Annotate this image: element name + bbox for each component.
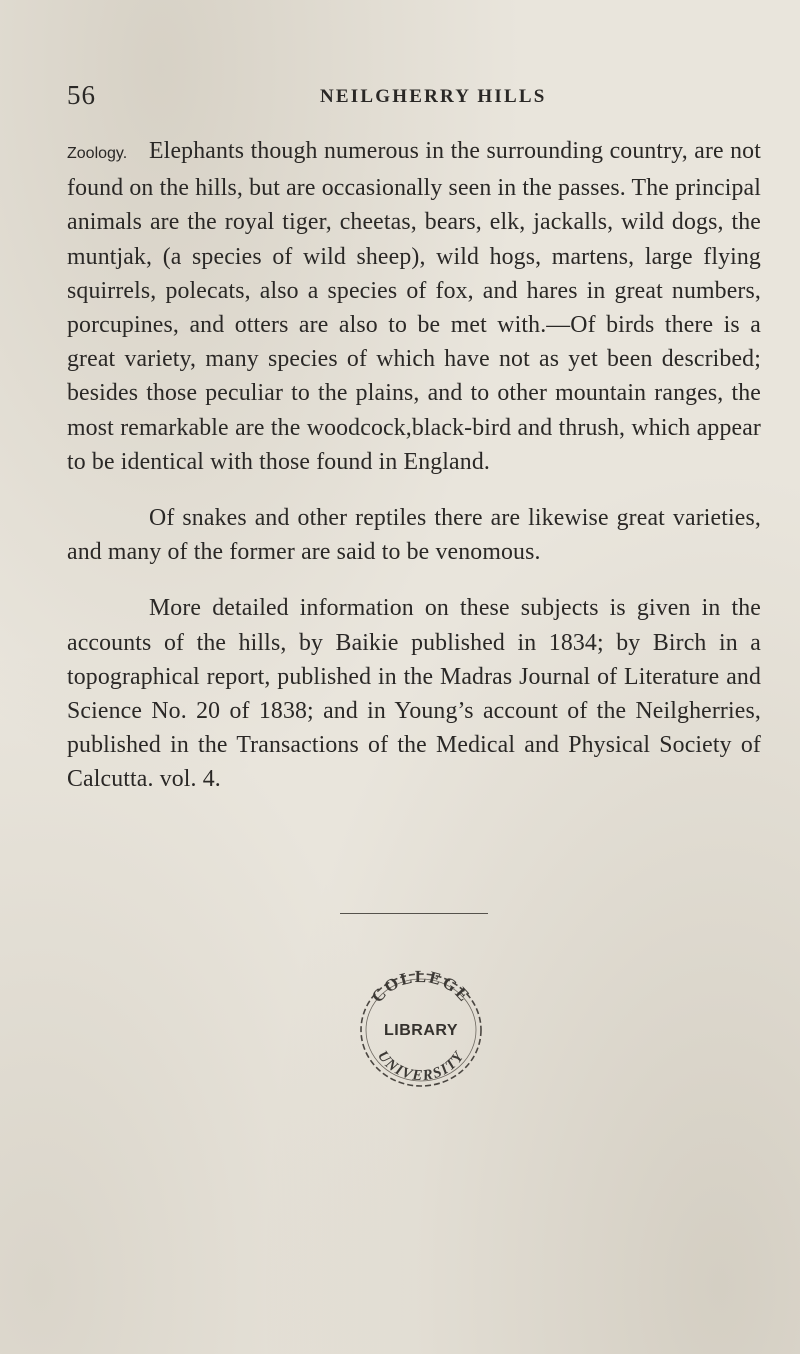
sidenote-zoology: Zoology.	[67, 145, 128, 162]
paragraph-text: Elephants though numerous in the surrounding country, are not found on the hills, but are occasionally seen in the passes. The principal animals are the royal tiger, cheetas, bears, elk, jackalls, wild dogs, the muntjak, (a species of wild sheep), wild hogs, martens, large flying squirrels, polecats, also a species of fox, and hares in great numbers, porcupines, and otters are also to be met with.—Of birds there is a great variety, many species of which have not as yet been described; besides those peculiar to the plains, and to other mountain ranges, the most remarkable are the woodcock,black-bird and thrush, which appear to be identical with those found in England.	[67, 138, 761, 475]
running-head	[67, 80, 757, 114]
library-stamp-seal	[345, 960, 497, 1090]
svg-text:UNIVERSITY: UNIVERSITY	[374, 1048, 468, 1085]
running-title: NEILGHERRY HILLS	[320, 86, 547, 107]
svg-text:LIBRARY: LIBRARY	[383, 1022, 459, 1039]
section-divider	[340, 913, 488, 914]
svg-text:COLLEGE: COLLEGE	[367, 966, 475, 1007]
paragraph-sources: More detailed information on these subjects is given in the accounts of the hills, by Baikie published in 1834; by Birch in a topographical report, published in the Madras Journal of Literature and Science No. 20 of 1838; and in Young’s account of the Neilgherries, published in the Transactions of the Medical and Physical Society of Calcutta. vol. 4.	[67, 595, 761, 793]
paragraph-reptiles: Of snakes and other reptiles there are likewise great varieties, and many of the former are said to be venomous.	[67, 505, 761, 566]
paragraph-zoology	[67, 134, 761, 479]
page-number: 56	[67, 80, 96, 110]
body-text	[67, 134, 761, 797]
library-stamp	[345, 960, 497, 1090]
